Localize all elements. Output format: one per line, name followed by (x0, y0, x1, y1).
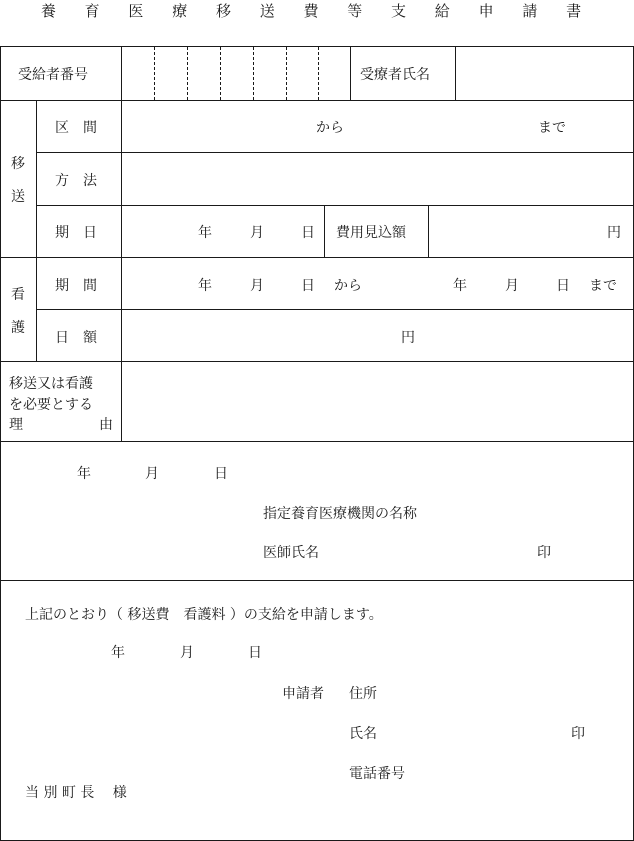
digit-separator (154, 47, 155, 100)
doctor-name-label: 医師氏名 (263, 545, 319, 561)
section-to-text: まで (538, 120, 566, 136)
col-divider (36, 100, 37, 361)
transfer-date-day: 日 (301, 225, 315, 241)
estimated-cost-label: 費用見込額 (336, 225, 406, 241)
transfer-date-year: 年 (198, 225, 212, 241)
col-divider (455, 46, 456, 100)
col-divider (350, 46, 351, 100)
reason-label-line1: 移送又は看護 (9, 376, 93, 392)
nursing-group-label: 看 (11, 287, 25, 303)
row-divider (0, 580, 634, 581)
period-to-day: 日 (556, 278, 570, 294)
reason-label-line2: を必要とする (9, 397, 93, 413)
institution-name-label: 指定養育医療機関の名称 (263, 506, 417, 522)
period-to-year: 年 (453, 278, 467, 294)
outer-left-border (0, 46, 1, 841)
period-to-month: 月 (505, 278, 519, 294)
digit-separator (286, 47, 287, 100)
address-label: 住所 (349, 686, 377, 702)
applicant-seal-mark: 印 (571, 726, 585, 742)
transfer-group-label: 移 (11, 156, 25, 172)
section-label: 区 間 (55, 120, 97, 136)
period-to-text: まで (589, 278, 617, 294)
col-divider (428, 205, 429, 257)
period-from-year: 年 (198, 278, 212, 294)
doctor-date-month: 月 (145, 466, 159, 482)
applicant-label: 申請者 (282, 686, 324, 702)
addressee-text: 当 別 町 長 様 (25, 785, 127, 801)
patient-name-label: 受療者氏名 (360, 67, 430, 83)
form-title: 養 育 医 療 移 送 費 等 支 給 申 請 書 (40, 2, 594, 20)
transfer-date-label: 期 日 (55, 225, 97, 241)
nursing-period-label: 期 間 (55, 278, 97, 294)
digit-separator (220, 47, 221, 100)
row-divider (0, 100, 634, 101)
row-divider (36, 205, 634, 206)
doctor-date-day: 日 (214, 466, 228, 482)
application-statement: 上記のとおり（ 移送費 看護料 ）の支給を申請します。 (25, 607, 383, 623)
period-from-text: から (334, 278, 362, 294)
daily-amount-label: 日 額 (55, 330, 97, 346)
doctor-seal-mark: 印 (537, 545, 551, 561)
digit-separator (318, 47, 319, 100)
application-date-year: 年 (111, 645, 125, 661)
application-date-day: 日 (248, 645, 262, 661)
section-from-text: から (316, 120, 344, 136)
recipient-number-label: 受給者番号 (18, 67, 88, 83)
row-divider (36, 152, 634, 153)
transfer-date-month: 月 (250, 225, 264, 241)
method-label: 方 法 (55, 173, 97, 189)
applicant-name-label: 氏名 (349, 726, 377, 742)
outer-top-border (0, 46, 634, 47)
row-divider (0, 441, 634, 442)
transfer-group-label: 送 (11, 189, 25, 205)
estimated-cost-unit: 円 (607, 225, 621, 241)
reason-label-line3b: 由 (99, 417, 113, 433)
col-divider (324, 205, 325, 257)
row-divider (0, 257, 634, 258)
phone-number-label: 電話番号 (349, 766, 405, 782)
digit-separator (253, 47, 254, 100)
daily-amount-unit: 円 (401, 330, 415, 346)
period-from-month: 月 (250, 278, 264, 294)
digit-separator (187, 47, 188, 100)
reason-label-line3a: 理 (9, 417, 23, 433)
row-divider (0, 361, 634, 362)
nursing-group-label: 護 (11, 320, 25, 336)
col-divider (121, 46, 122, 442)
application-date-month: 月 (180, 645, 194, 661)
period-from-day: 日 (301, 278, 315, 294)
doctor-date-year: 年 (77, 466, 91, 482)
row-divider (36, 309, 634, 310)
